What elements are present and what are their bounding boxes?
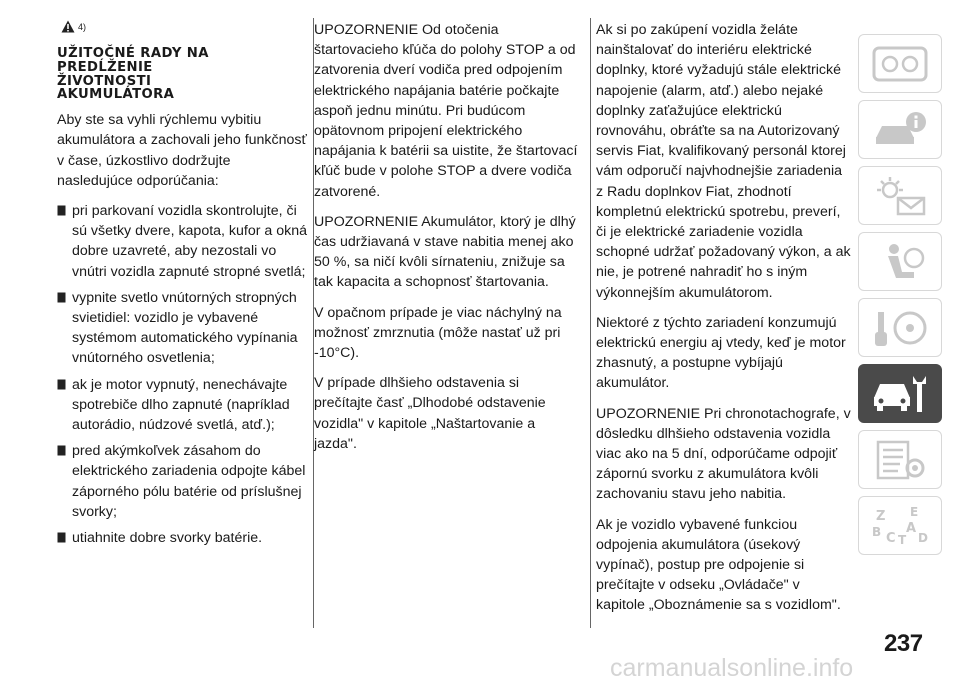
column-left xyxy=(57,20,309,556)
heading-line: UŽITOČNÉ RADY NA xyxy=(57,46,209,61)
paragraph: UPOZORNENIE Od otočenia štartovacieho kľúča do polohy STOP a od zatvorenia dverí vodiča pred odpojením elektrického napájania batérie počkajte aspoň jednu minútu. Pri budúcom opätovnom pripojení elektrického napájania k batérii sa uistite, že štartovací kľúč bude v polohe STOP a dvere vodiča zatvorené. xyxy=(314,22,578,200)
checkbox-bullet-icon xyxy=(57,205,66,216)
intro-paragraph: Aby ste sa vyhli rýchlemu vybitiu akumulátora a zachovali jeho funkčnosť v čase, úzkostlivo dodržujte nasledujúce odporúčania: xyxy=(57,112,307,189)
list-item xyxy=(57,528,309,548)
specs-gear-icon xyxy=(870,438,930,482)
list-item xyxy=(57,441,309,522)
tab-safety[interactable] xyxy=(858,232,942,291)
list-item-text: pred akýmkoľvek zásahom do elektrického zariadenia odpojte kábel záporného pólu batérie od príslušnej svorky; xyxy=(72,443,306,520)
paragraph: Niektoré z týchto zariadení konzumujú elektrickú energiu aj vtedy, keď je motor zhasnutý, a postupne vybíjajú akumulátor. xyxy=(596,314,846,392)
tab-starting-driving[interactable] xyxy=(858,298,942,357)
heading-line: ŽIVOTNOSTI xyxy=(57,73,152,89)
tab-dashboard[interactable] xyxy=(858,34,942,93)
tab-warning-lights[interactable] xyxy=(858,166,942,225)
heading-line: PREDĹŽENIE xyxy=(57,59,153,75)
index-letter: E xyxy=(910,504,919,519)
checkbox-bullet-icon xyxy=(57,445,66,456)
list-item-text: vypnite svetlo vnútorných stropných svietidiel: vozidlo je vybavené systémom automatického vypínania vnútorného osvetlenia; xyxy=(72,289,298,367)
tab-index[interactable] xyxy=(858,496,942,555)
list-item-text: pri parkovaní vozidla skontrolujte, či sú všetky dvere, kapota, kufor a okná dobre uzavreté, aby nezostali vo vnútri vozidla zapnuté stropné svetlá; xyxy=(72,203,308,280)
index-letter: D xyxy=(918,530,928,545)
chapter-tabs xyxy=(858,34,942,562)
column-divider xyxy=(590,18,591,628)
checkbox-bullet-icon xyxy=(57,532,66,543)
checkbox-bullet-icon xyxy=(57,292,66,303)
paragraph: V prípade dlhšieho odstavenia si prečítajte časť „Dlhodobé odstavenie vozidla" v kapitole „Naštartovanie a jazda". xyxy=(314,375,546,452)
paragraph: V opačnom prípade je viac náchylný na možnosť zmrznutia (môže nastať už pri -10°C). xyxy=(314,304,562,362)
index-letter: T xyxy=(898,532,907,547)
list-item xyxy=(57,201,309,282)
page-number: 237 xyxy=(884,630,923,657)
heading-line: AKUMULÁTORA xyxy=(57,87,175,103)
key-steering-wheel-icon xyxy=(870,306,930,350)
car-info-icon xyxy=(870,108,930,152)
checkbox-bullet-icon xyxy=(57,379,66,390)
warning-triangle-icon xyxy=(61,20,75,33)
list-item-text: utiahnite dobre svorky batérie. xyxy=(72,530,263,547)
warning-reference xyxy=(61,20,309,33)
airbag-seat-icon xyxy=(870,240,930,284)
list-item-text: ak je motor vypnutý, nenechávajte spotrebiče dlho zapnuté (napríklad autorádio, núdzové svetlá, atď.); xyxy=(72,376,290,434)
paragraph: UPOZORNENIE Pri chronotachografe, v dôsledku dlhšieho odstavenia vozidla viac ako na 5 dní, odporúčame odpojiť zápornú svorku z akumulátora kvôli zachovaniu stavu jeho nabitia. xyxy=(596,405,851,503)
warning-ref-number: 4) xyxy=(78,21,87,32)
alphabet-index-icon xyxy=(870,504,930,548)
car-dashboard-icon xyxy=(870,42,930,86)
car-wrench-icon xyxy=(870,372,930,416)
tab-maintenance[interactable] xyxy=(858,364,942,423)
index-letter: Z xyxy=(876,508,886,524)
index-letter: A xyxy=(906,520,917,536)
paragraph: Ak je vozidlo vybavené funkciou odpojenia akumulátora (úsekový vypínač), postup pre odpojenie si prečítajte v odseku „Ovládače" v kapitole „Oboznámenie sa s vozidlom". xyxy=(596,516,841,614)
tab-info[interactable] xyxy=(858,100,942,159)
index-letter: C xyxy=(886,530,896,546)
paragraph: UPOZORNENIE Akumulátor, ktorý je dlhý čas udržiavaná v stave nabitia menej ako 50 %, sa ničí kvôli sírnateniu, znižuje sa tak kapacita a schopnosť štartovania. xyxy=(314,213,576,291)
column-right xyxy=(596,20,851,626)
column-middle xyxy=(314,20,579,464)
tab-technical-specs[interactable] xyxy=(858,430,942,489)
watermark: carmanualsonline.info xyxy=(610,654,854,682)
advice-list xyxy=(57,201,309,548)
list-item xyxy=(57,288,309,369)
list-item xyxy=(57,375,309,436)
paragraph: Ak si po zakúpení vozidla želáte nainštalovať do interiéru elektrické doplnky, ktoré vyžadujú stále elektrické napojenie (alarm, atď.) alebo nejaké doplnky zaťažujúce elektrickú rovnováhu, obráťte sa na Autorizovaný servis Fiat, kvalifikovaný personál ktorej vám odporučí najvhodnejšie zariadenia z Radu doplnkov Fiat, zhodnotí kompletnú elektrickú spotrebu, preverí, či je elektrické zariadenie vozidla schopné udržať požadovaný výkon, a ak nie, je potrené nahradiť ho s iným výkonnejším akumulátorom. xyxy=(596,22,851,301)
warning-light-envelope-icon xyxy=(870,174,930,218)
section-heading xyxy=(57,47,309,102)
index-letter: B xyxy=(872,524,882,539)
